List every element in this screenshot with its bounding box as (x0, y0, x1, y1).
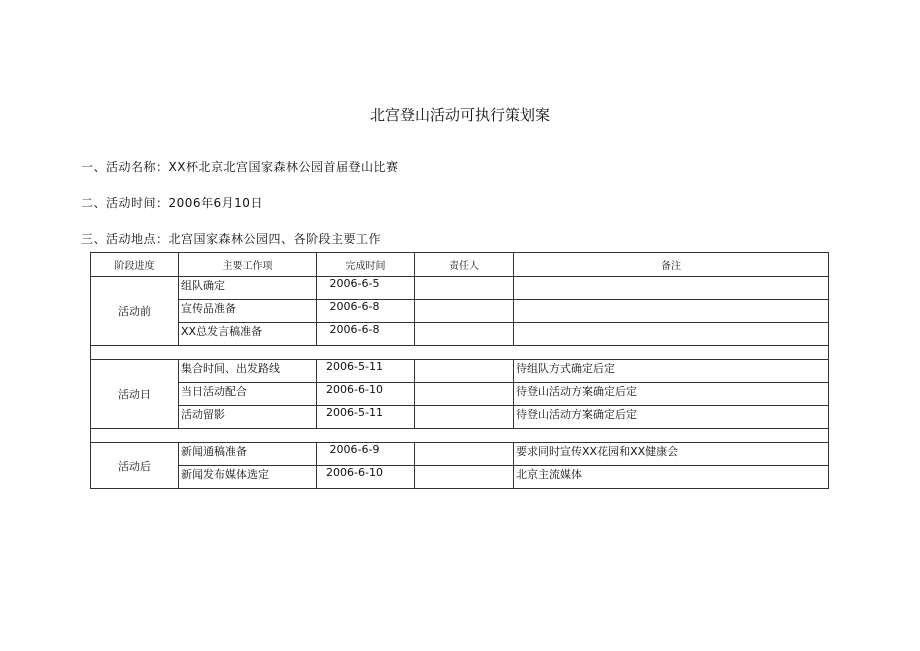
stage-cell: 活动日 (91, 360, 179, 429)
table-row (91, 277, 829, 300)
activity-time-line: 二、活动时间：2006年6月10日 (81, 196, 263, 210)
separator-row (91, 429, 829, 443)
note-cell: 北京主流媒体 (514, 466, 829, 489)
header-owner: 责任人 (415, 253, 514, 277)
date-cell: 2006-6-8 (317, 300, 415, 323)
separator-cell (91, 346, 829, 360)
table-row (91, 300, 829, 323)
owner-cell (415, 300, 514, 323)
table-row (91, 406, 829, 429)
separator-cell (91, 429, 829, 443)
task-cell: 宣传品准备 (179, 300, 317, 323)
date-cell: 2006-6-10 (317, 466, 415, 489)
task-cell: XX总发言稿准备 (179, 323, 317, 346)
activity-location-line: 三、活动地点：北宫国家森林公园四、各阶段主要工作 (81, 232, 382, 246)
note-cell: 要求同时宣传XX花园和XX健康会 (514, 443, 829, 466)
activity-name-line: 一、活动名称：XX杯北京北宫国家森林公园首届登山比赛 (81, 160, 399, 174)
header-stage: 阶段进度 (91, 253, 179, 277)
stage-cell: 活动前 (91, 277, 179, 346)
owner-cell (415, 443, 514, 466)
header-date: 完成时间 (317, 253, 415, 277)
owner-cell (415, 360, 514, 383)
stage-cell: 活动后 (91, 443, 179, 489)
table-header-row (91, 253, 829, 277)
note-cell: 待登山活动方案确定后定 (514, 406, 829, 429)
task-cell: 新闻通稿准备 (179, 443, 317, 466)
date-cell: 2006-5-11 (317, 360, 415, 383)
owner-cell (415, 406, 514, 429)
table-row (91, 360, 829, 383)
task-cell: 当日活动配合 (179, 383, 317, 406)
table-row (91, 466, 829, 489)
separator-row (91, 346, 829, 360)
owner-cell (415, 323, 514, 346)
work-plan-table (90, 252, 829, 489)
owner-cell (415, 383, 514, 406)
table-row (91, 443, 829, 466)
owner-cell (415, 466, 514, 489)
owner-cell (415, 277, 514, 300)
note-cell: 待组队方式确定后定 (514, 360, 829, 383)
task-cell: 新闻发布媒体选定 (179, 466, 317, 489)
task-cell: 活动留影 (179, 406, 317, 429)
document-title: 北宫登山活动可执行策划案 (369, 106, 550, 124)
header-note: 备注 (514, 253, 829, 277)
header-task: 主要工作项 (179, 253, 317, 277)
date-cell: 2006-6-10 (317, 383, 415, 406)
table-row (91, 323, 829, 346)
note-cell (514, 323, 829, 346)
table-row (91, 383, 829, 406)
note-cell: 待登山活动方案确定后定 (514, 383, 829, 406)
date-cell: 2006-6-9 (317, 443, 415, 466)
task-cell: 集合时间、出发路线 (179, 360, 317, 383)
date-cell: 2006-6-5 (317, 277, 415, 300)
date-cell: 2006-5-11 (317, 406, 415, 429)
date-cell: 2006-6-8 (317, 323, 415, 346)
note-cell (514, 277, 829, 300)
task-cell: 组队确定 (179, 277, 317, 300)
note-cell (514, 300, 829, 323)
